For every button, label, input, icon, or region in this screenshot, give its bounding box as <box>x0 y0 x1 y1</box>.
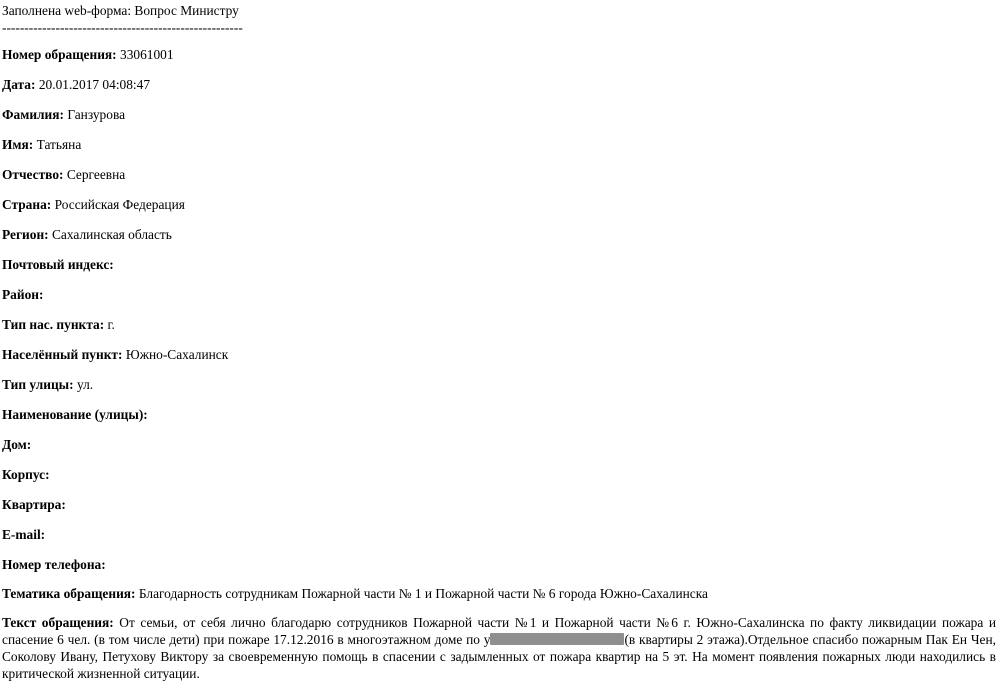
field-region <box>2 226 172 243</box>
field-label: Квартира: <box>2 497 66 512</box>
field-email <box>2 526 45 543</box>
field-label: Имя: <box>2 137 34 152</box>
field-label: Тип улицы: <box>2 377 74 392</box>
field-value: ул. <box>76 377 94 392</box>
document <box>0 0 1000 36</box>
field-label: Наименование (улицы): <box>2 407 148 422</box>
field-value: 20.01.2017 04:08:47 <box>38 77 151 92</box>
field-value: Южно-Сахалинск <box>125 347 229 362</box>
field-postal-code <box>2 256 114 273</box>
field-value: г. <box>107 317 115 332</box>
field-label: E-mail: <box>2 527 46 542</box>
field-value: Сергеевна <box>66 167 126 182</box>
field-label: Номер обращения: <box>2 47 117 62</box>
field-value: Благодарность сотрудникам Пожарной части № 1 и Пожарной части № 6 города Южно-Сахалинска <box>138 586 708 601</box>
field-value: Российская Федерация <box>54 197 185 212</box>
field-phone <box>2 556 106 573</box>
field-label: Страна: <box>2 197 52 212</box>
form-title: Заполнена web-форма: Вопрос Министру <box>2 3 239 18</box>
field-value: 33061001 <box>120 47 174 62</box>
field-label: Почтовый индекс: <box>2 257 114 272</box>
field-surname <box>2 106 125 123</box>
field-label: Дата: <box>2 77 36 92</box>
field-label: Корпус: <box>2 467 50 482</box>
field-value: Ганзурова <box>67 107 126 122</box>
field-house <box>2 436 31 453</box>
field-settlement-type <box>2 316 115 333</box>
field-apartment <box>2 496 66 513</box>
field-label: Район: <box>2 287 44 302</box>
field-label: Тип нас. пункта: <box>2 317 105 332</box>
separator-line: ------------------------------------------------------ <box>2 20 243 35</box>
field-street-name <box>2 406 148 423</box>
field-settlement <box>2 346 228 363</box>
field-country <box>2 196 185 213</box>
field-label: Отчество: <box>2 167 64 182</box>
message-text <box>2 614 996 682</box>
field-value: Татьяна <box>36 137 82 152</box>
field-label: Населённый пункт: <box>2 347 123 362</box>
field-building <box>2 466 50 483</box>
field-request-number <box>2 46 174 63</box>
field-value: Сахалинская область <box>51 227 172 242</box>
field-label: Тематика обращения: <box>2 586 136 601</box>
message-text-before: От семьи, от себя лично благодарю сотрудников Пожарной части №1 и Пожарной части №6 г. Южно-Сахалинска по факту ликвидации пожара и спасение 6 чел. (в том числе дети) при пожаре 17.12.2016 в многоэтажном доме по у <box>2 615 997 647</box>
message-label: Текст обращения: <box>2 615 114 630</box>
field-label: Дом: <box>2 437 32 452</box>
field-street-type <box>2 376 93 393</box>
field-label: Номер телефона: <box>2 557 106 572</box>
field-first-name <box>2 136 81 153</box>
field-subject <box>2 585 708 602</box>
message-text-after: (в квартиры 2 этажа).Отдельное спасибо пожарным Пак Ен Чен, Соколову Ивану, Петухову Виктору за своевременную помощь в спасении с задымленных от пожара квартир на 5 эт. На момент появления пожарных люди находились в критической жизненной ситуации. <box>2 632 996 681</box>
field-patronymic <box>2 166 125 183</box>
field-label: Фамилия: <box>2 107 64 122</box>
field-label: Регион: <box>2 227 49 242</box>
redacted-block <box>490 633 624 645</box>
field-date <box>2 76 150 93</box>
field-district <box>2 286 43 303</box>
